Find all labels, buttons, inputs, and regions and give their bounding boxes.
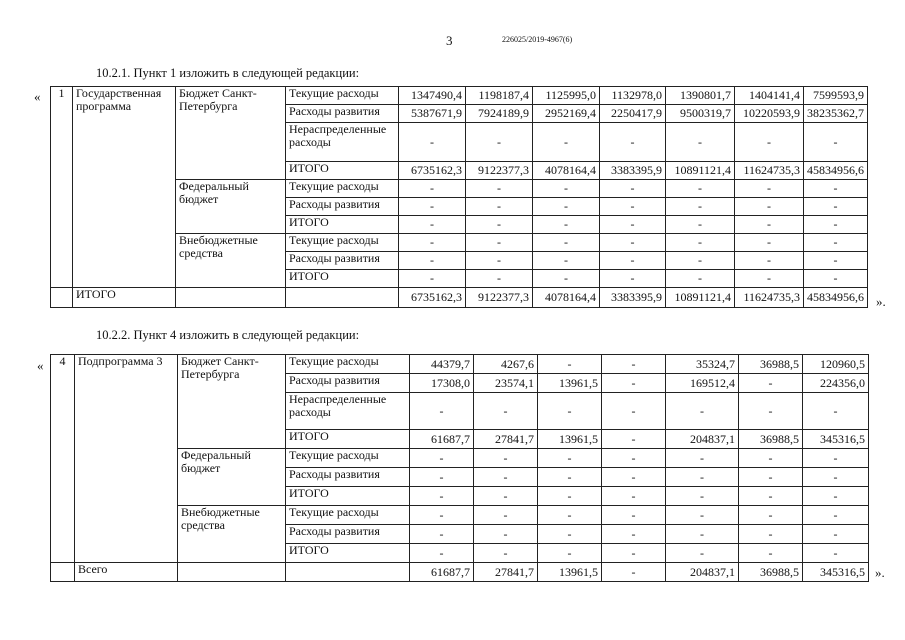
value-cell: - bbox=[602, 468, 666, 487]
expense-type-cell: Расходы развития bbox=[286, 468, 410, 487]
value-cell: - bbox=[804, 234, 868, 252]
value-cell: 5387671,9 bbox=[399, 105, 466, 123]
value-cell: - bbox=[804, 198, 868, 216]
value-cell: - bbox=[600, 234, 666, 252]
value-cell: - bbox=[399, 270, 466, 288]
value-cell: - bbox=[804, 216, 868, 234]
value-cell: 345316,5 bbox=[803, 430, 869, 449]
value-cell: 1132978,0 bbox=[600, 87, 666, 105]
value-cell: - bbox=[739, 468, 803, 487]
value-cell: - bbox=[600, 198, 666, 216]
row-number-cell: 1 bbox=[51, 87, 73, 288]
value-cell: - bbox=[739, 487, 803, 506]
expense-type-cell: Расходы развития bbox=[286, 525, 410, 544]
value-cell: - bbox=[739, 374, 803, 393]
total-value-cell: 6735162,3 bbox=[399, 288, 466, 308]
value-cell: - bbox=[538, 506, 602, 525]
value-cell: - bbox=[666, 506, 739, 525]
value-cell: 27841,7 bbox=[474, 430, 538, 449]
value-cell: - bbox=[602, 449, 666, 468]
value-cell: - bbox=[474, 525, 538, 544]
value-cell: - bbox=[666, 252, 735, 270]
budget-source-cell: Федеральный бюджет bbox=[178, 449, 286, 506]
value-cell: - bbox=[739, 506, 803, 525]
value-cell: - bbox=[538, 468, 602, 487]
value-cell: 36988,5 bbox=[739, 355, 803, 374]
total-value-cell: 9122377,3 bbox=[466, 288, 533, 308]
value-cell: - bbox=[804, 180, 868, 198]
value-cell: 6735162,3 bbox=[399, 162, 466, 180]
section-1-heading: 10.2.1. Пункт 1 изложить в следующей редакции: bbox=[96, 66, 360, 80]
value-cell: - bbox=[735, 252, 804, 270]
expense-type-cell: Нераспределенные расходы bbox=[286, 123, 399, 162]
value-cell: 13961,5 bbox=[538, 430, 602, 449]
budget-source-cell: Внебюджетные средства bbox=[176, 234, 286, 288]
value-cell: 10220593,9 bbox=[735, 105, 804, 123]
value-cell: 35324,7 bbox=[666, 355, 739, 374]
budget-table-subprogram-3 bbox=[50, 354, 869, 582]
value-cell: - bbox=[533, 252, 600, 270]
value-cell: 1390801,7 bbox=[666, 87, 735, 105]
expense-type-cell: ИТОГО bbox=[286, 162, 399, 180]
value-cell: - bbox=[466, 252, 533, 270]
section-2-heading: 10.2.2. Пункт 4 изложить в следующей редакции: bbox=[96, 328, 360, 342]
expense-type-cell: ИТОГО bbox=[286, 430, 410, 449]
value-cell: - bbox=[399, 123, 466, 162]
expense-type-cell: Расходы развития bbox=[286, 198, 399, 216]
value-cell: - bbox=[533, 180, 600, 198]
value-cell: 7599593,9 bbox=[804, 87, 868, 105]
value-cell: - bbox=[602, 487, 666, 506]
value-cell: - bbox=[399, 234, 466, 252]
empty-cell bbox=[51, 288, 73, 308]
document-id: 226025/2019-4967(6) bbox=[502, 35, 573, 44]
value-cell: - bbox=[474, 506, 538, 525]
value-cell: - bbox=[538, 525, 602, 544]
value-cell: - bbox=[533, 198, 600, 216]
value-cell: - bbox=[804, 123, 868, 162]
value-cell: 2952169,4 bbox=[533, 105, 600, 123]
value-cell: 1404141,4 bbox=[735, 87, 804, 105]
value-cell: - bbox=[804, 270, 868, 288]
value-cell: - bbox=[803, 468, 869, 487]
value-cell: - bbox=[739, 449, 803, 468]
value-cell: - bbox=[602, 374, 666, 393]
value-cell: - bbox=[474, 544, 538, 563]
value-cell: - bbox=[666, 449, 739, 468]
value-cell: 13961,5 bbox=[538, 374, 602, 393]
value-cell: 9500319,7 bbox=[666, 105, 735, 123]
value-cell: - bbox=[600, 270, 666, 288]
expense-type-cell: Текущие расходы bbox=[286, 506, 410, 525]
value-cell: - bbox=[735, 198, 804, 216]
value-cell: 3383395,9 bbox=[600, 162, 666, 180]
value-cell: - bbox=[466, 216, 533, 234]
value-cell: 10891121,4 bbox=[666, 162, 735, 180]
value-cell: 11624735,3 bbox=[735, 162, 804, 180]
total-row bbox=[51, 288, 868, 308]
value-cell: - bbox=[739, 525, 803, 544]
expense-type-cell: Текущие расходы bbox=[286, 87, 399, 105]
value-cell: - bbox=[399, 198, 466, 216]
expense-type-cell: ИТОГО bbox=[286, 487, 410, 506]
value-cell: - bbox=[803, 393, 869, 430]
value-cell: - bbox=[735, 180, 804, 198]
value-cell: - bbox=[474, 393, 538, 430]
value-cell: - bbox=[666, 468, 739, 487]
section-1-close-quote: ». bbox=[876, 294, 886, 309]
value-cell: - bbox=[666, 234, 735, 252]
value-cell: - bbox=[804, 252, 868, 270]
value-cell: - bbox=[410, 506, 474, 525]
empty-cell bbox=[178, 563, 286, 582]
value-cell: 1198187,4 bbox=[466, 87, 533, 105]
value-cell: - bbox=[538, 487, 602, 506]
value-cell: - bbox=[666, 487, 739, 506]
value-cell: - bbox=[410, 449, 474, 468]
value-cell: 7924189,9 bbox=[466, 105, 533, 123]
total-value-cell: - bbox=[602, 563, 666, 582]
expense-type-cell: Текущие расходы bbox=[286, 180, 399, 198]
value-cell: 120960,5 bbox=[803, 355, 869, 374]
program-name-cell: Подпрограмма 3 bbox=[75, 355, 178, 563]
value-cell: - bbox=[803, 487, 869, 506]
budget-source-cell: Внебюджетные средства bbox=[178, 506, 286, 563]
value-cell: - bbox=[602, 506, 666, 525]
value-cell: - bbox=[410, 393, 474, 430]
value-cell: - bbox=[602, 544, 666, 563]
total-value-cell: 45834956,6 bbox=[804, 288, 868, 308]
value-cell: - bbox=[466, 234, 533, 252]
value-cell: - bbox=[602, 430, 666, 449]
value-cell: - bbox=[666, 544, 739, 563]
section-1-open-quote: « bbox=[34, 89, 41, 104]
value-cell: - bbox=[399, 252, 466, 270]
expense-type-cell: Текущие расходы bbox=[286, 449, 410, 468]
expense-type-cell: ИТОГО bbox=[286, 216, 399, 234]
value-cell: 1125995,0 bbox=[533, 87, 600, 105]
value-cell: - bbox=[533, 123, 600, 162]
value-cell: - bbox=[602, 355, 666, 374]
expense-type-cell: Текущие расходы bbox=[286, 234, 399, 252]
budget-source-cell: Федеральный бюджет bbox=[176, 180, 286, 234]
value-cell: - bbox=[739, 544, 803, 563]
value-cell: - bbox=[735, 123, 804, 162]
section-2-open-quote: « bbox=[37, 358, 44, 373]
budget-table-program-1 bbox=[50, 86, 868, 308]
value-cell: - bbox=[803, 544, 869, 563]
value-cell: - bbox=[600, 123, 666, 162]
value-cell: 45834956,6 bbox=[804, 162, 868, 180]
value-cell: 204837,1 bbox=[666, 430, 739, 449]
budget-source-cell: Бюджет Санкт-Петербурга bbox=[178, 355, 286, 449]
value-cell: - bbox=[466, 198, 533, 216]
value-cell: 169512,4 bbox=[666, 374, 739, 393]
expense-type-cell: ИТОГО bbox=[286, 544, 410, 563]
empty-cell bbox=[286, 563, 410, 582]
total-value-cell: 61687,7 bbox=[410, 563, 474, 582]
value-cell: 9122377,3 bbox=[466, 162, 533, 180]
value-cell: 1347490,4 bbox=[399, 87, 466, 105]
total-value-cell: 36988,5 bbox=[739, 563, 803, 582]
value-cell: - bbox=[533, 234, 600, 252]
value-cell: - bbox=[739, 393, 803, 430]
total-value-cell: 3383395,9 bbox=[600, 288, 666, 308]
total-label-cell: Всего bbox=[75, 563, 178, 582]
expense-type-cell: Нераспределенные расходы bbox=[286, 393, 410, 430]
value-cell: - bbox=[803, 506, 869, 525]
value-cell: 224356,0 bbox=[803, 374, 869, 393]
total-value-cell: 204837,1 bbox=[666, 563, 739, 582]
expense-type-cell: Текущие расходы bbox=[286, 355, 410, 374]
value-cell: 36988,5 bbox=[739, 430, 803, 449]
empty-cell bbox=[286, 288, 399, 308]
value-cell: - bbox=[600, 252, 666, 270]
value-cell: - bbox=[474, 487, 538, 506]
total-value-cell: 4078164,4 bbox=[533, 288, 600, 308]
value-cell: - bbox=[538, 449, 602, 468]
value-cell: - bbox=[466, 270, 533, 288]
total-label-cell: ИТОГО bbox=[73, 288, 176, 308]
value-cell: - bbox=[803, 525, 869, 544]
page-number: 3 bbox=[446, 33, 453, 48]
value-cell: - bbox=[533, 270, 600, 288]
value-cell: - bbox=[666, 393, 739, 430]
value-cell: - bbox=[666, 270, 735, 288]
value-cell: - bbox=[466, 123, 533, 162]
expense-type-cell: Расходы развития bbox=[286, 252, 399, 270]
total-value-cell: 27841,7 bbox=[474, 563, 538, 582]
value-cell: 61687,7 bbox=[410, 430, 474, 449]
value-cell: - bbox=[602, 393, 666, 430]
value-cell: 38235362,7 bbox=[804, 105, 868, 123]
section-2-close-quote: ». bbox=[875, 565, 885, 580]
expense-type-cell: ИТОГО bbox=[286, 270, 399, 288]
value-cell: - bbox=[538, 544, 602, 563]
value-cell: - bbox=[666, 180, 735, 198]
row-number-cell: 4 bbox=[51, 355, 75, 563]
value-cell: - bbox=[399, 216, 466, 234]
program-name-cell: Государственная программа bbox=[73, 87, 176, 288]
value-cell: 4078164,4 bbox=[533, 162, 600, 180]
value-cell: - bbox=[600, 180, 666, 198]
value-cell: 4267,6 bbox=[474, 355, 538, 374]
value-cell: - bbox=[735, 234, 804, 252]
value-cell: - bbox=[474, 449, 538, 468]
total-row bbox=[51, 563, 869, 582]
value-cell: 23574,1 bbox=[474, 374, 538, 393]
value-cell: - bbox=[602, 525, 666, 544]
value-cell: - bbox=[410, 468, 474, 487]
value-cell: - bbox=[666, 216, 735, 234]
value-cell: - bbox=[538, 393, 602, 430]
value-cell: - bbox=[466, 180, 533, 198]
value-cell: 2250417,9 bbox=[600, 105, 666, 123]
value-cell: - bbox=[666, 198, 735, 216]
budget-source-cell: Бюджет Санкт-Петербурга bbox=[176, 87, 286, 180]
value-cell: - bbox=[410, 544, 474, 563]
value-cell: - bbox=[600, 216, 666, 234]
value-cell: - bbox=[666, 525, 739, 544]
total-value-cell: 10891121,4 bbox=[666, 288, 735, 308]
expense-type-cell: Расходы развития bbox=[286, 374, 410, 393]
value-cell: - bbox=[538, 355, 602, 374]
empty-cell bbox=[176, 288, 286, 308]
value-cell: - bbox=[666, 123, 735, 162]
value-cell: - bbox=[410, 487, 474, 506]
value-cell: - bbox=[803, 449, 869, 468]
total-value-cell: 13961,5 bbox=[538, 563, 602, 582]
value-cell: - bbox=[410, 525, 474, 544]
value-cell: - bbox=[735, 270, 804, 288]
empty-cell bbox=[51, 563, 75, 582]
total-value-cell: 11624735,3 bbox=[735, 288, 804, 308]
total-value-cell: 345316,5 bbox=[803, 563, 869, 582]
value-cell: - bbox=[533, 216, 600, 234]
expense-type-cell: Расходы развития bbox=[286, 105, 399, 123]
table-row bbox=[51, 87, 868, 105]
value-cell: - bbox=[474, 468, 538, 487]
table-row bbox=[51, 355, 869, 374]
value-cell: - bbox=[399, 180, 466, 198]
value-cell: 44379,7 bbox=[410, 355, 474, 374]
value-cell: 17308,0 bbox=[410, 374, 474, 393]
value-cell: - bbox=[735, 216, 804, 234]
